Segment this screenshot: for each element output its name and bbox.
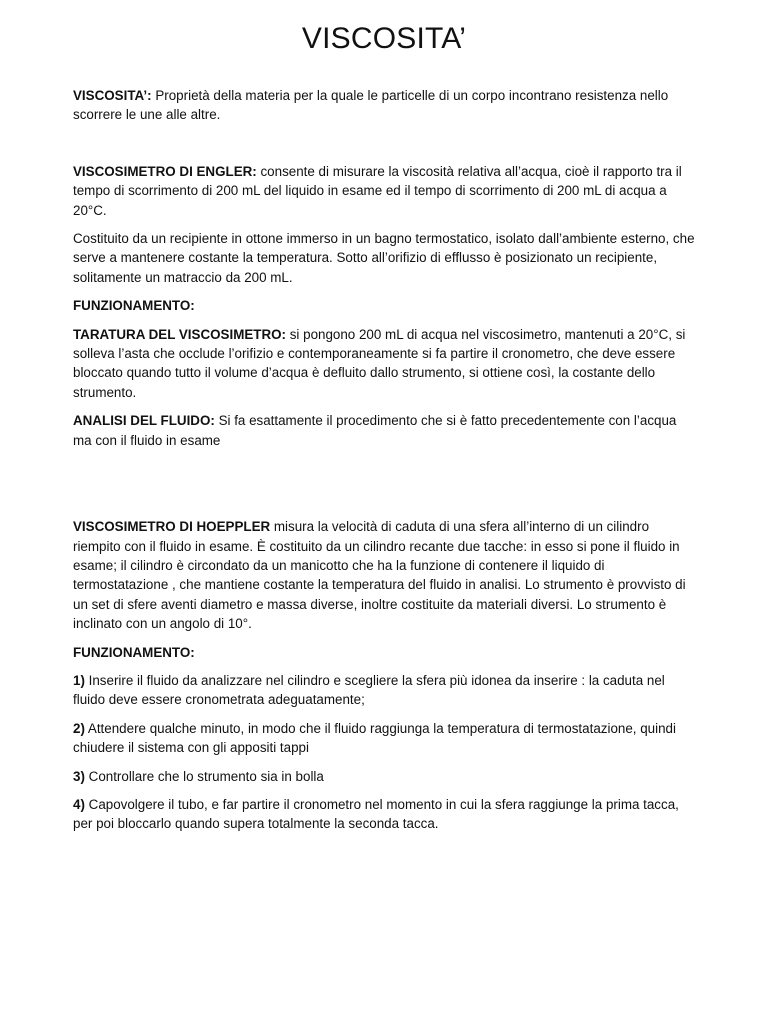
step-text: Inserire il fluido da analizzare nel cilindro e scegliere la sfera più idonea da inserire : la caduta nel fluido deve essere cronometrata adeguatamente; — [73, 672, 665, 708]
list-item — [73, 671, 698, 710]
engler-calibration-text: si pongono 200 mL di acqua nel viscosimetro, mantenuti a 20°C, si solleva l’asta che occlude l’orifizio e contemporaneamente si fa partire il cronometro, che deve essere bloccato quando tutto il volume d’acqua è defluito dallo strumento, si ottiene così, la costante dello strumento. — [73, 326, 686, 400]
engler-heading: VISCOSIMETRO DI ENGLER: — [73, 163, 257, 179]
engler-operation-heading-text: FUNZIONAMENTO: — [73, 298, 195, 314]
definition-heading: VISCOSITA’: — [73, 88, 152, 103]
step-number: 3) — [73, 768, 85, 784]
engler-calibration-heading: TARATURA DEL VISCOSIMETRO: — [73, 326, 287, 342]
step-text: Capovolgere il tubo, e far partire il cronometro nel momento in cui la sfera raggiunge la prima tacca, per poi bloccarlo quando supera totalmente la seconda tacca. — [73, 796, 679, 832]
engler-analysis-heading: ANALISI DEL FLUIDO: — [73, 413, 215, 429]
document-body — [73, 86, 698, 834]
hoeppler-heading: VISCOSIMETRO DI HOEPPLER — [73, 519, 271, 535]
step-text: Attendere qualche minuto, in modo che il fluido raggiunga la temperatura di termostatazione, quindi chiudere il sistema con gli appositi tappi — [73, 720, 676, 756]
definition-text: Proprietà della materia per la quale le particelle di un corpo incontrano resistenza nello scorrere le une alle altre. — [73, 88, 669, 123]
hoeppler-operation-heading — [73, 643, 698, 662]
hoeppler-text: misura la velocità di caduta di una sfera all’interno di un cilindro riempito con il fluido in esame. È costituito da un cilindro recante due tacche: in esso si pone il fluido in esame; il cilindro è circondato da un manicotto che ha la funzione di contenere il liquido di termostatazione , che mantiene costante la temperatura del fluido in analisi. Lo strumento è provvisto di un set di sfere aventi diametro e massa diverse, inoltre costituite da materiali diversi. Lo strumento è inclinato con un angolo di 10°. — [73, 519, 686, 632]
document-title: VISCOSITA’ — [301, 22, 467, 55]
step-text: Controllare che lo strumento sia in bolla — [84, 768, 324, 784]
list-item — [73, 719, 698, 758]
engler-analysis-paragraph — [73, 411, 698, 450]
engler-description: Costituito da un recipiente in ottone immerso in un bagno termostatico, isolato dall’ambiente esterno, che serve a mantenere costante la temperatura. Sotto all’orifizio di efflusso è posizionato un recipiente, solitamente un matraccio da 200 mL. — [73, 231, 695, 285]
list-item — [73, 767, 698, 786]
step-number: 4) — [73, 796, 85, 812]
engler-text: consente di misurare la viscosità relativa all’acqua, cioè il rapporto tra il tempo di scorrimento di 200 mL del liquido in esame ed il tempo di scorrimento di 200 mL di acqua a 20°C. — [73, 163, 682, 218]
engler-paragraph — [73, 162, 698, 220]
engler-analysis-text: Si fa esattamente il procedimento che si è fatto precedentemente con l’acqua ma con il fluido in esame — [73, 413, 677, 448]
hoeppler-paragraph — [73, 517, 698, 633]
step-number: 1) — [73, 672, 85, 688]
engler-operation-heading — [73, 296, 698, 315]
engler-calibration-paragraph — [73, 325, 698, 403]
definition-paragraph — [73, 86, 698, 125]
hoeppler-operation-heading-text: FUNZIONAMENTO: — [73, 644, 195, 660]
step-number: 2) — [73, 720, 85, 736]
list-item — [73, 795, 698, 834]
